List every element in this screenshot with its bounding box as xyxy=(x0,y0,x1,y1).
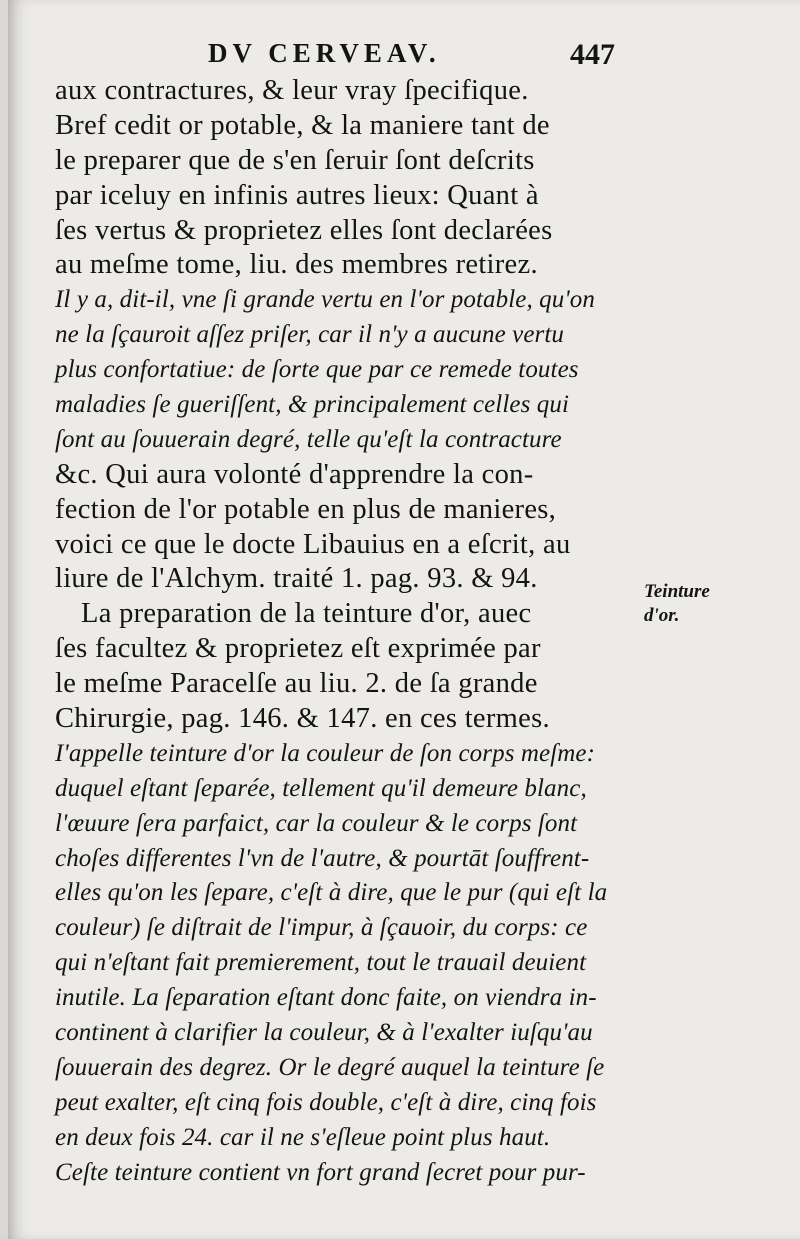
quoted-line: couleur) ſe diſtrait de l'impur, à ſçauoir, du corps: ce xyxy=(55,914,588,942)
text-line: Chirurgie, pag. 146. & 147. en ces termes. xyxy=(55,703,550,735)
book-page xyxy=(8,0,800,1239)
quoted-line: ſouuerain des degrez. Or le degré auquel la teinture ſe xyxy=(55,1053,605,1081)
text-line: aux contractures, & leur vray ſpecifique. xyxy=(55,75,529,106)
quoted-line: elles qu'on les ſepare, c'eſt à dire, que le pur (qui eſt la xyxy=(55,879,608,907)
quoted-line: maladies ſe gueriſſent, & principalement celles qui xyxy=(55,391,570,419)
quoted-line: duquel eſtant ſeparée, tellement qu'il demeure blanc, xyxy=(55,774,587,802)
page-header xyxy=(8,38,648,78)
text-line: voici ce que le docte Libauius en a eſcrit, au xyxy=(55,528,571,560)
quoted-line: qui n'eſtant fait premierement, tout le trauail deuient xyxy=(55,949,587,977)
margin-note xyxy=(644,580,794,628)
text-line: le preparer que de s'en ſeruir ſont deſcrits xyxy=(55,144,535,176)
quoted-line: I'appelle teinture d'or la couleur de ſon corps meſme: xyxy=(55,739,596,767)
quoted-line: plus confortatiue: de ſorte que par ce remede toutes xyxy=(55,356,579,384)
text-line: liure de l'Alchym. traité 1. pag. 93. & 94. xyxy=(55,563,538,595)
quoted-line: Ceſte teinture contient vn fort grand ſecret pour pur- xyxy=(55,1158,586,1186)
quoted-line: ſont au ſouuerain degré, telle qu'eſt la contracture xyxy=(55,425,562,453)
body-text xyxy=(55,74,641,1191)
text-line: au meſme tome, liu. des membres retirez. xyxy=(55,249,538,281)
margin-note-line: Teinture xyxy=(644,581,710,602)
quoted-line: Il y a, dit-il, vne ſi grande vertu en l'or potable, qu'on xyxy=(55,286,596,314)
text-line: ſes facultez & proprietez eſt exprimée par xyxy=(55,633,541,665)
page-number: 447 xyxy=(570,38,615,71)
quoted-line: en deux fois 24. car il ne s'eſleue point plus haut. xyxy=(55,1123,551,1151)
quoted-line: inutile. La ſeparation eſtant donc faite, on viendra in- xyxy=(55,984,597,1012)
quoted-line: continent à clarifier la couleur, & à l'exalter iuſqu'au xyxy=(55,1019,593,1047)
margin-note-line: d'or. xyxy=(644,605,680,626)
quoted-line: peut exalter, eſt cinq fois double, c'eſt à dire, cinq fois xyxy=(55,1088,597,1116)
quoted-line: choſes differentes l'vn de l'autre, & pourtāt ſouffrent- xyxy=(55,844,590,872)
text-line: fection de l'or potable en plus de manieres, xyxy=(55,493,557,525)
running-head: DV CERVEAV. xyxy=(208,38,441,68)
quoted-line: ne la ſçauroit aſſez priſer, car il n'y a aucune vertu xyxy=(55,321,565,349)
text-line: Bref cedit or potable, & la maniere tant de xyxy=(55,109,550,141)
text-line: par iceluy en infinis autres lieux: Quant à xyxy=(55,179,539,211)
text-line: &c. Qui aura volonté d'apprendre la con- xyxy=(55,458,534,490)
text-line: le meſme Paracelſe au liu. 2. de ſa grande xyxy=(55,668,538,700)
quoted-line: l'œuure ſera parfaict, car la couleur & le corps ſont xyxy=(55,809,578,837)
paragraph-start-line: La preparation de la teinture d'or, auec xyxy=(81,598,532,630)
text-line: ſes vertus & proprietez elles ſont declarées xyxy=(55,214,553,246)
